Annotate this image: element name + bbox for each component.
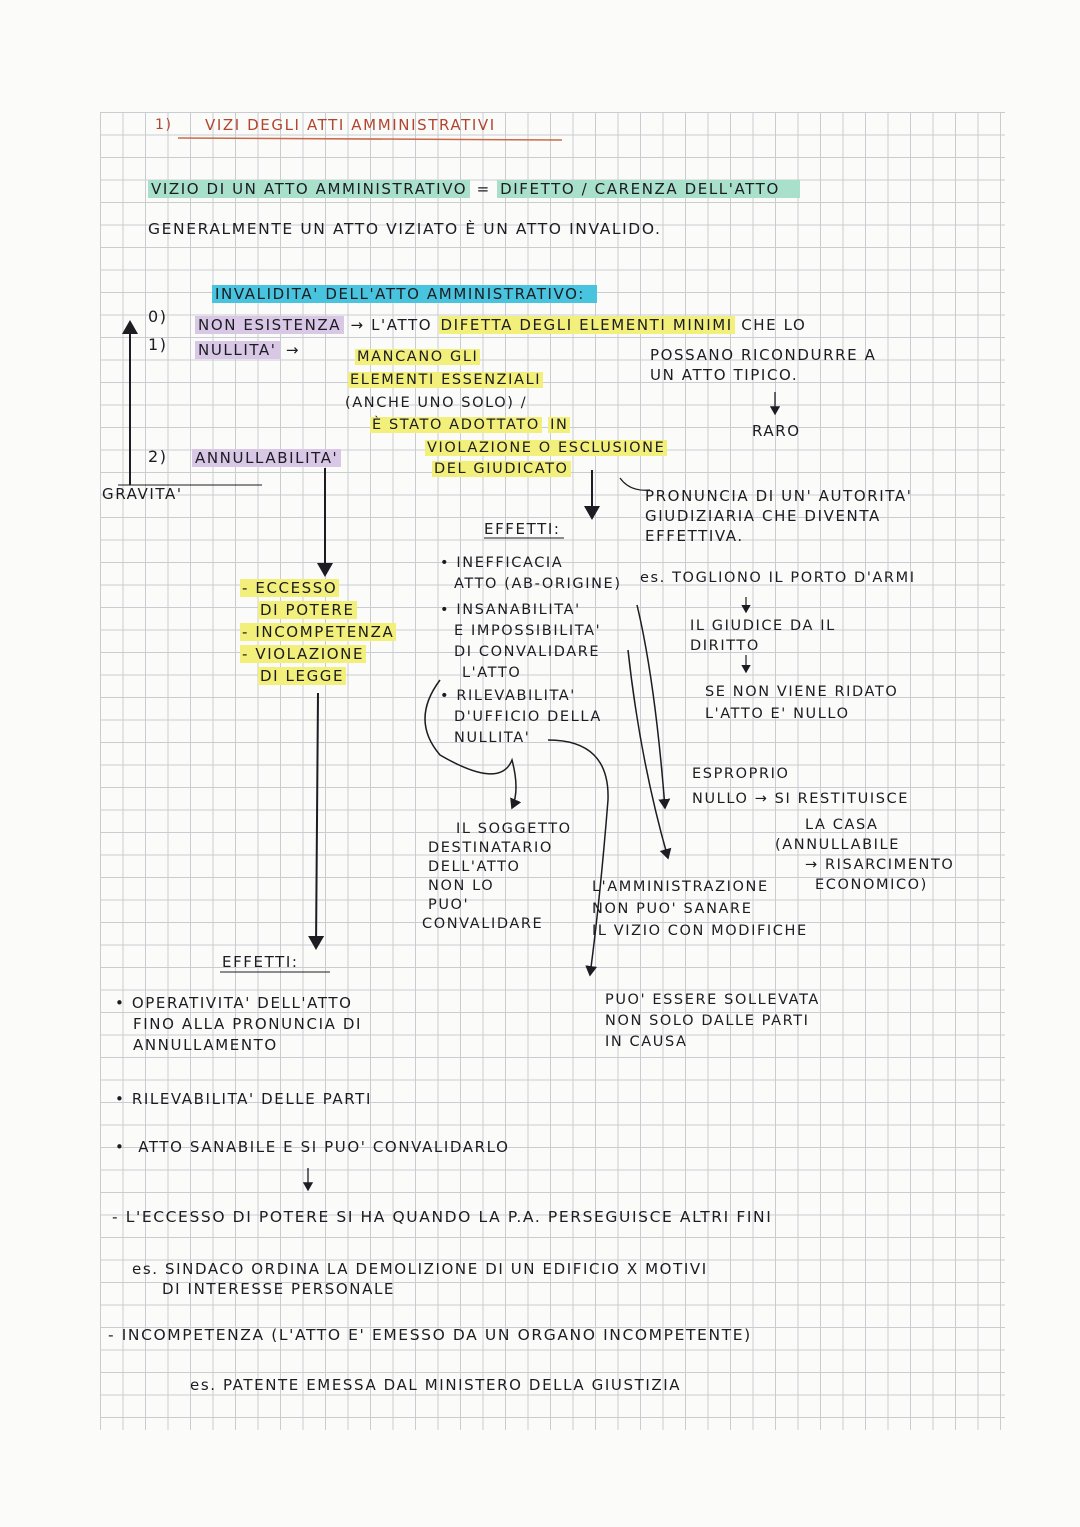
null-effect-2-line-c: DI CONVALIDARE [454,644,601,660]
subject-note-line: CONVALIDARE [422,916,544,932]
subject-note-line: DELL'ATTO [428,859,521,875]
nullity-desc-2 [348,373,543,388]
definition-left: VIZIO DI UN ATTO AMMINISTRATIVO [148,180,470,198]
nullity-desc-4 [370,418,570,433]
admin-note [592,876,808,942]
incompetenza-example: es. PATENTE EMESSA DAL MINISTERO DELLA GIUSTIZIA [190,1376,682,1394]
null-effect-1-line: • INEFFICACIA [440,555,564,571]
general-statement: GENERALMENTE UN ATTO VIZIATO È UN ATTO INVALIDO. [148,220,662,238]
annul-effect-1-line-b: FINO ALLA PRONUNCIA DI [133,1015,362,1033]
non-existence-desc-3: UN ATTO TIPICO. [650,366,799,384]
annul-effect-2: • RILEVABILITA' DELLE PARTI [115,1090,372,1108]
annul-effect-1 [115,993,362,1056]
title-underline [178,138,562,140]
subject-note-line: IL SOGGETTO [456,821,572,837]
annul-effects-arrow [316,693,318,948]
nullity-arrow: → [285,341,301,359]
annul-effect-1-line-c: ANNULLAMENTO [133,1036,278,1054]
esproprio-3-line-a: LA CASA [805,817,879,833]
annul-effect-1-line: • OPERATIVITA' DELL'ATTO [115,994,353,1012]
nullity-desc-6-text: DEL GIUDICATO [434,461,569,477]
null-effect-2 [440,600,601,684]
annul-vice-2: - INCOMPETENZA [242,623,395,641]
null-effect-2-line: • INSANABILITA' [440,602,581,618]
annul-vice-line [240,665,396,687]
annul-effect-3-text: ATTO SANABILE E SI PUO' CONVALIDARLO [138,1138,510,1156]
subject-note-line: PUO' [428,897,470,913]
annul-effect-1-line-a: OPERATIVITA' DELL'ATTO [131,994,353,1012]
eccesso-example-1: es. SINDACO ORDINA LA DEMOLIZIONE DI UN EDIFICIO X MOTIVI [132,1260,708,1278]
nullity-desc-5-text: VIOLAZIONE O ESCLUSIONE [427,440,666,456]
null-effects-heading: EFFETTI: [484,520,561,538]
porto-example-2-line-b: DIRITTO [690,638,760,654]
non-existence-label: NON ESISTENZA [195,316,344,334]
nullity-desc-4b: IN [550,417,569,433]
null-effect-1 [440,553,622,595]
definition [148,182,800,197]
giudicato-note-line: GIUDIZIARIA CHE DIVENTA [645,507,881,525]
item-1-number: 1) [148,335,168,354]
esproprio-3 [775,815,955,895]
invalidity-heading-text: INVALIDITA' DELL'ATTO AMMINISTRATIVO: [212,285,597,303]
non-existence-arrow: → [350,316,365,334]
to-esproprio-arrow [637,605,665,808]
item-non-existence [195,318,806,333]
item-0-number: 0) [148,307,168,326]
null-effect-3 [440,686,602,749]
annulability-label: ANNULLABILITA' [192,449,341,467]
non-existence-desc-b: DIFETTA DEGLI ELEMENTI MINIMI [440,316,733,334]
annul-vice-line [240,599,396,621]
null-effect-3-line-a: RILEVABILITA' [456,688,576,704]
nullity-desc-4a: È STATO ADOTTATO [372,417,540,433]
null-effect-2-line-a: INSANABILITA' [456,602,581,618]
giudicato-note-line: EFFETTIVA. [645,527,744,545]
invalidity-heading [212,287,597,302]
nullity-desc-1 [355,350,480,365]
annul-effects-heading: EFFETTI: [222,953,299,971]
null-effect-1-line-a: INEFFICACIA [456,555,564,571]
eccesso-note: - L'ECCESSO DI POTERE SI HA QUANDO LA P.A. PERSEGUISCE ALTRI FINI [112,1208,773,1226]
annul-vice-line [240,577,396,599]
title-marker: 1) [155,117,173,133]
esproprio-3-line-c: → RISARCIMENTO [805,857,955,873]
definition-eq: = [476,180,491,198]
annul-vice-line [240,621,396,643]
porto-example-3-line-a: SE NON VIENE RIDATO [705,684,899,700]
annul-vices [240,577,396,687]
non-existence-desc-c: CHE LO [741,316,807,334]
raised-note-line: PUO' ESSERE SOLLEVATA [605,992,820,1008]
esproprio-3-line-d: ECONOMICO) [815,877,928,893]
admin-note-line: NON PUO' SANARE [592,901,753,917]
item-2-number: 2) [148,447,168,466]
admin-note-line: L'AMMINISTRAZIONE [592,879,769,895]
porto-example-2-line-a: IL GIUDICE DA IL [690,618,836,634]
non-existence-desc-2: POSSANO RICONDURRE A [650,346,877,364]
giudicato-note-line: PRONUNCIA DI UN' AUTORITA' [645,487,913,505]
annul-vice-1a: - ECCESSO [242,579,338,597]
subject-note-line: DESTINATARIO [428,840,553,856]
item-nullity [195,343,300,358]
raised-note [605,990,820,1053]
nullity-desc-3: (ANCHE UNO SOLO) / [345,395,528,411]
incompetenza-note: - INCOMPETENZA (L'ATTO E' EMESSO DA UN ORGANO INCOMPETENTE) [108,1326,752,1344]
raised-note-line: NON SOLO DALLE PARTI [605,1013,810,1029]
rare-label: RARO [752,422,801,440]
nullity-desc-1-text: MANCANO GLI [357,349,479,365]
annul-effect-3: • ATTO SANABILE E SI PUO' CONVALIDARLO [115,1138,510,1156]
subject-note-line: NON LO [428,878,495,894]
annul-vice-3a: - VIOLAZIONE [242,645,365,663]
eccesso-example-2: DI INTERESSE PERSONALE [162,1280,396,1298]
definition-right: DIFETTO / CARENZA DELL'ATTO [497,180,800,198]
annul-vice-line [240,643,396,665]
annul-vice-3b: DI LEGGE [260,667,345,685]
nullity-desc-2-text: ELEMENTI ESSENZIALI [350,372,542,388]
annul-vice-1b: DI POTERE [260,601,355,619]
porto-example-1: es. TOGLIONO IL PORTO D'ARMI [640,570,916,586]
null-effect-3-line-c: NULLITA' [454,730,531,746]
nullity-desc-5 [425,441,667,456]
null-effect-3-line-b: D'UFFICIO DELLA [454,709,602,725]
null-effect-1-line-b: ATTO (AB-ORIGINE) [454,576,622,592]
annul-effect-2-text: RILEVABILITA' DELLE PARTI [131,1090,372,1108]
page-title: VIZI DEGLI ATTI AMMINISTRATIVI [205,116,496,134]
raised-note-line: IN CAUSA [605,1034,688,1050]
non-existence-desc-a: L'ATTO [371,316,433,334]
null-effect-2-line-d: L'ATTO [462,665,522,681]
nullity-label: NULLITA' [195,341,280,359]
porto-example-3 [705,681,898,725]
null-effect-2-line-b: E IMPOSSIBILITA' [454,623,602,639]
subject-note [422,820,572,934]
null-effect-3-line: • RILEVABILITA' [440,688,576,704]
porto-example-3-line-b: L'ATTO E' NULLO [705,706,850,722]
porto-example-2 [690,616,836,656]
esproprio-2: NULLO → SI RESTITUISCE [692,791,909,807]
to-admin-arrow [628,650,668,858]
admin-note-line: IL VIZIO CON MODIFICHE [592,923,808,939]
esproprio-1: ESPROPRIO [692,766,790,782]
nullity-desc-6 [432,462,571,477]
giudicato-note [645,486,913,546]
item-annulability [192,451,341,466]
esproprio-3-line-b: (ANNULLABILE [775,837,900,853]
gravity-label: GRAVITA' [102,485,183,503]
